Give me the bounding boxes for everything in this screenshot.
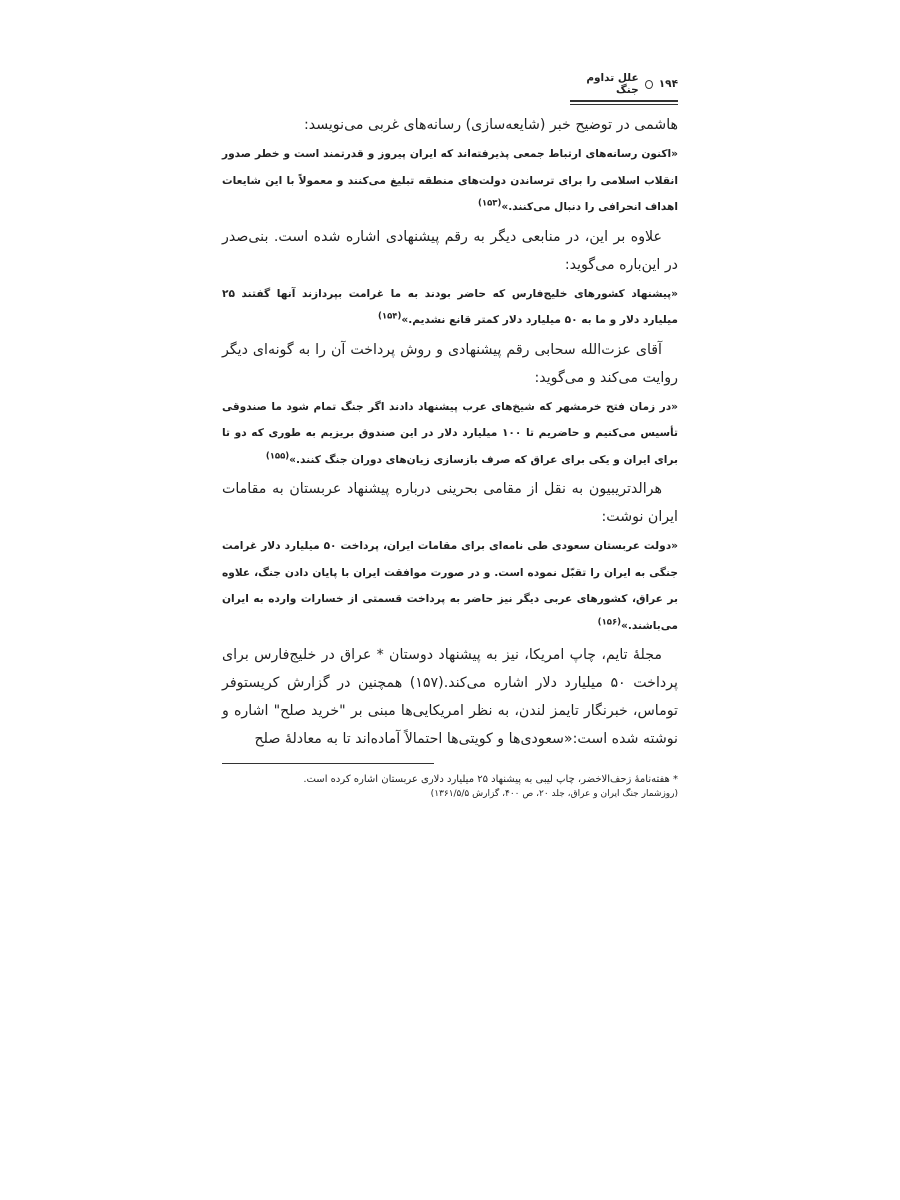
running-header: [570, 72, 678, 102]
footnote-rule: [222, 763, 434, 764]
reference-mark: (۱۵۶): [597, 616, 622, 627]
header-rule: [570, 104, 678, 105]
page-content: [222, 111, 678, 753]
quote-156: [222, 531, 678, 641]
paragraph-1: هاشمی در توضیح خبر (شایعه‌سازی) رسانه‌های غربی می‌نویسد:: [303, 117, 678, 133]
quote-text: «دولت عربستان سعودی طی نامه‌ای برای مقامات ایران، پرداخت ۵۰ میلیارد دلار غرامت جنگی به ایران را تقبّل نموده است. و در صورت موافقت ایران با پایان دادن جنگ، علاوه بر عراق، کشورهای عربی دیگر نیز حاضر به پرداخت قسمتی از خسارات وارده به ایران می‌باشند.»: [222, 540, 678, 632]
quote-text: «پیشنهاد کشورهای خلیج‌فارس که حاضر بودند به ما غرامت بپردازند آنها گفتند ۲۵ میلیارد دلار و ما به ۵۰ میلیارد دلار کمتر قانع نشدیم.»: [222, 287, 678, 326]
reference-mark: (۱۵۵): [265, 450, 290, 461]
footnote-source: (روزشمار جنگ ایران و عراق، جلد ۲۰، ص ۴۰۰، گزارش ۱۳۶۱/۵/۵): [430, 789, 678, 799]
footnote-1: * هفته‌نامهٔ زحف‌الاخضر، چاپ لیبی به پیشنهاد ۲۵ میلیارد دلاری عربستان اشاره کرده است.: [303, 774, 678, 785]
running-title: علل تداوم جنگ: [586, 72, 639, 96]
circle-separator-icon: [645, 80, 653, 89]
paragraph-4: هرالدتریبیون به نقل از مقامی بحرینی درباره پیشنهاد عربستان به مقامات ایران نوشت:: [222, 481, 678, 525]
quote-154: [222, 279, 678, 336]
quote-155: [222, 392, 678, 476]
paragraph-3: آقای عزت‌الله سحابی رقم پیشنهادی و روش پرداخت آن را به گونه‌ای دیگر روایت می‌کند و می‌گوید:: [222, 341, 678, 386]
reference-mark: (۱۵۴): [378, 311, 402, 322]
page-number: ۱۹۴: [658, 78, 678, 90]
quote-text: «در زمان فتح خرمشهر که شیخ‌های عرب پیشنهاد دادند اگر جنگ تمام شود ما صندوقی تأسیس می‌کنیم و حاضریم تا ۱۰۰ میلیارد دلار در این صندوق بریزیم به طوری که دو تا برای ایران و یکی برای عراق که صرف بازسازی زیان‌های دوران جنگ کنند.»: [222, 400, 678, 466]
paragraph-5: مجلهٔ تایم، چاپ امریکا، نیز به پیشنهاد دوستان * عراق در خلیج‌فارس برای پرداخت ۵۰ میلیارد دلار اشاره می‌کند.(۱۵۷) همچنین در گزارش کریستوفر توماس، خبرنگار تایمز لندن، به نظر امریکایی‌ها مبنی بر "خرید صلح" اشاره و نوشته شده است:«سعودی‌ها و کویتی‌ها احتمالاً آماده‌اند تا به معادلهٔ صلح: [222, 647, 678, 747]
book-page: [222, 72, 678, 801]
paragraph-2: علاوه بر این، در منابعی دیگر به رقم پیشنهادی اشاره شده است. بنی‌صدر در این‌باره می‌گوید:: [222, 228, 678, 273]
quote-153: [222, 139, 678, 223]
quote-text: «اکنون رسانه‌های ارتباط جمعی پذیرفته‌اند که ایران پیروز و قدرتمند است و خطر صدور انقلاب اسلامی را برای ترساندن دولت‌های منطقه تبلیغ می‌کنند و معمولاً با این شایعات اهداف انحرافی را دنبال می‌کنند.»: [222, 148, 678, 213]
reference-mark: (۱۵۳): [478, 198, 502, 209]
